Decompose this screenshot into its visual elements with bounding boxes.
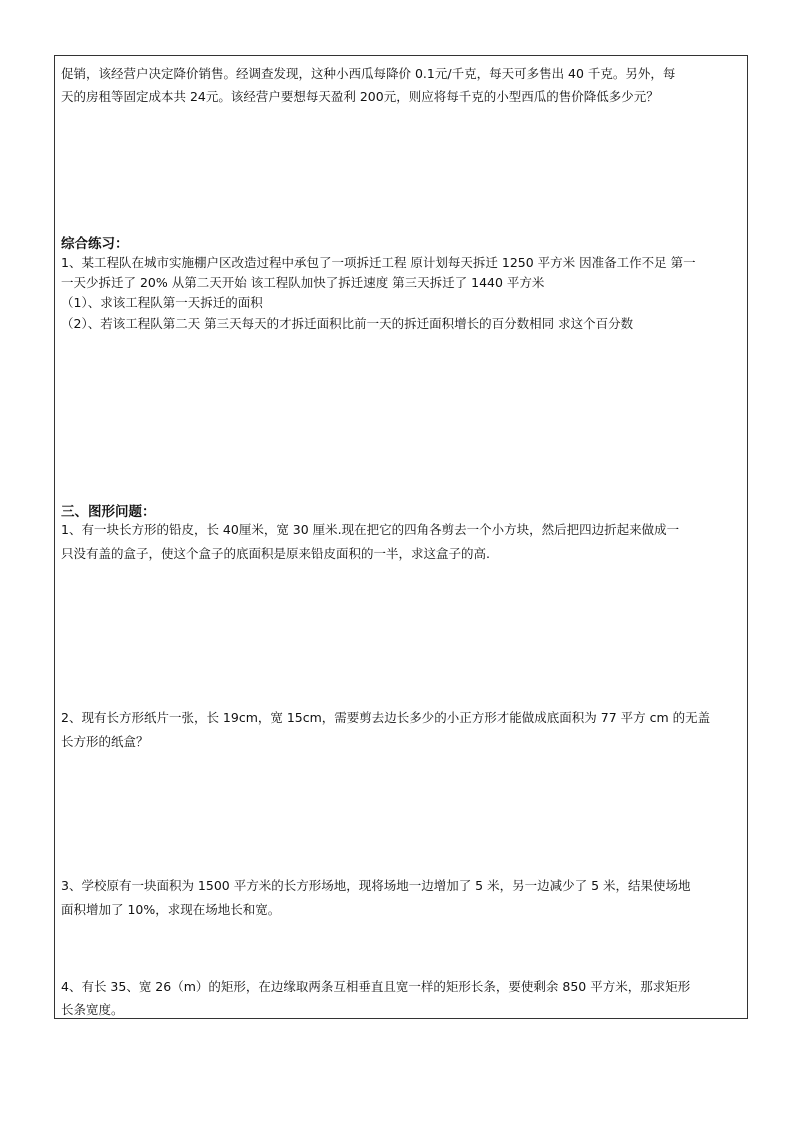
- geometry-q1-line2: 只没有盖的盒子，使这个盒子的底面积是原来铅皮面积的一半，求这盒子的高.: [61, 546, 490, 561]
- geometry-q3-line1: 3、学校原有一块面积为 1500 平方米的长方形场地，现将场地一边增加了 5 米，另一边减少了 5 米，结果使场地: [61, 878, 691, 893]
- geometry-q2-line2: 长方形的纸盒？: [61, 734, 149, 749]
- comprehensive-q1-line1: 1、某工程队在城市实施棚户区改造过程中承包了一项拆迁工程 原计划每天拆迁 1250 平方米 因准备工作不足 第一: [61, 255, 696, 270]
- geometry-q3-line2: 面积增加了 10%，求现在场地长和宽。: [61, 902, 281, 917]
- geometry-q4-line1: 4、有长 35、宽 26（m）的矩形，在边缘取两条互相垂直且宽一样的矩形长条，要使剩余 850 平方米，那求矩形: [61, 979, 691, 994]
- geometry-heading: 三、图形问题：: [61, 504, 156, 520]
- comprehensive-q1-part2: （2）、若该工程队第二天 第三天每天的才拆迁面积比前一天的拆迁面积增长的百分数相同 求这个百分数: [61, 316, 634, 331]
- intro-problem-line1: 促销，该经营户决定降价销售。经调查发现，这种小西瓜每降价 0.1元/千克，每天可多售出 40 千克。另外，每: [61, 66, 676, 81]
- intro-problem-line2: 天的房租等固定成本共 24元。该经营户要想每天盈利 200元，则应将每千克的小型西瓜的售价降低多少元？: [61, 89, 659, 104]
- comprehensive-q1-part1: （1）、求该工程队第一天拆迁的面积: [61, 295, 263, 310]
- comprehensive-heading: 综合练习：: [61, 236, 129, 252]
- geometry-q1-line1: 1、有一块长方形的铅皮，长 40厘米，宽 30 厘米.现在把它的四角各剪去一个小方块，然后把四边折起来做成一: [61, 522, 680, 537]
- comprehensive-q1-line2: 一天少拆迁了 20% 从第二天开始 该工程队加快了拆迁速度 第三天拆迁了 1440 平方米: [61, 275, 545, 290]
- geometry-q2-line1: 2、现有长方形纸片一张，长 19cm，宽 15cm，需要剪去边长多少的小正方形才能做成底面积为 77 平方 cm 的无盖: [61, 710, 711, 725]
- geometry-q4-line2: 长条宽度。: [61, 1002, 124, 1017]
